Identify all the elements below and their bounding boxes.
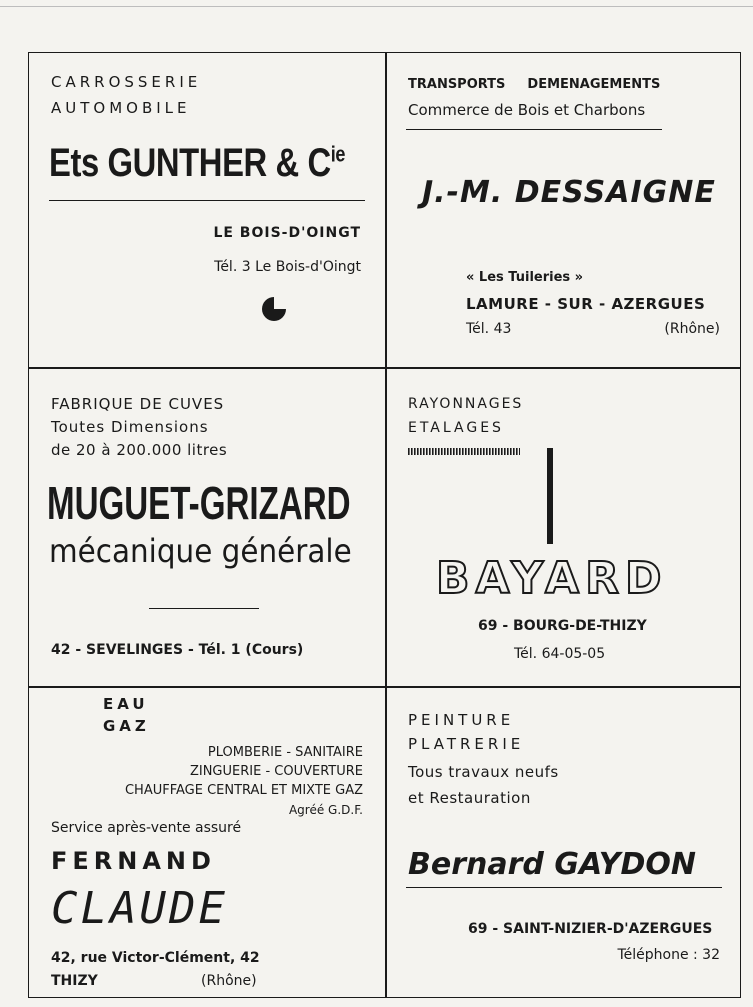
- ad2-rule: [406, 129, 662, 130]
- ad5-first-name: FERNAND: [51, 847, 216, 875]
- ad4-line2: ETALAGES: [408, 420, 504, 436]
- ad4-phone: Tél. 64-05-05: [514, 646, 606, 662]
- ad6-phone: Téléphone : 32: [617, 947, 720, 963]
- advert-gaydon: [386, 687, 742, 999]
- ad5-address: 42, rue Victor-Clément, 42: [51, 950, 260, 966]
- ad2-line1: TRANSPORTS DEMENAGEMENTS: [408, 77, 661, 92]
- ad2-place: « Les Tuileries »: [466, 270, 584, 285]
- ad1-line1: CARROSSERIE: [51, 73, 202, 91]
- ad1-company-name: Ets GUNTHER & $C^{ie}$: [49, 141, 346, 185]
- ad3-line1: FABRIQUE DE CUVES: [51, 395, 225, 413]
- ad6-rule: [406, 887, 722, 888]
- ad5-line2: GAZ: [103, 717, 150, 735]
- ad3-address: 42 - SEVELINGES - Tél. 1 (Cours): [51, 642, 304, 658]
- advert-bayard: [386, 368, 742, 686]
- ad4-shelving-graphic: [408, 448, 558, 544]
- page-top-rule: [0, 6, 753, 7]
- ad2-line2: Commerce de Bois et Charbons: [408, 101, 646, 119]
- ad2-town: LAMURE - SUR - AZERGUES: [466, 295, 706, 313]
- ad2-name: J.-M. DESSAIGNE: [422, 175, 716, 210]
- ad4-line1: RAYONNAGES: [408, 396, 524, 412]
- advert-muguet-grizard: [29, 368, 385, 686]
- ad2-phone: Tél. 43: [466, 321, 512, 337]
- ad1-rule: [49, 200, 365, 201]
- ad1-town: LE BOIS-D'OINGT: [213, 225, 361, 241]
- ad5-last-name: CLAUDE: [51, 883, 228, 934]
- ad6-line2: PLATRERIE: [408, 735, 525, 753]
- ad6-town: 69 - SAINT-NIZIER-D'AZERGUES: [468, 921, 713, 937]
- ad1-logo-icon: [261, 296, 287, 322]
- advert-gunther: [29, 53, 385, 367]
- ad5-service-1: PLOMBERIE - SANITAIRE: [207, 745, 363, 760]
- ad5-region: (Rhône): [201, 973, 257, 989]
- ad5-line1: EAU: [103, 695, 149, 713]
- ad3-line3: de 20 à 200.000 litres: [51, 441, 228, 459]
- ad5-service-3: CHAUFFAGE CENTRAL ET MIXTE GAZ: [124, 783, 363, 798]
- ad3-line2: Toutes Dimensions: [51, 418, 209, 436]
- ad1-line2: AUTOMOBILE: [51, 99, 191, 117]
- ad5-approved: Agréé G.D.F.: [288, 803, 363, 817]
- ad1-phone: Tél. 3 Le Bois-d'Oingt: [214, 259, 361, 275]
- ad5-service-2: ZINGUERIE - COUVERTURE: [189, 764, 363, 779]
- ad6-name: Bernard GAYDON: [408, 847, 696, 882]
- ad6-line3: Tous travaux neufs: [408, 763, 559, 781]
- ad2-region: (Rhône): [664, 321, 720, 337]
- ad4-town: 69 - BOURG-DE-THIZY: [478, 618, 647, 634]
- ad3-activity: mécanique générale: [49, 532, 352, 570]
- ad4-brand: BAYARD: [436, 553, 668, 604]
- ad5-after-sales: Service après-vente assuré: [51, 820, 242, 836]
- advert-fernand-claude: [29, 687, 385, 999]
- ad6-line1: PEINTURE: [408, 711, 515, 729]
- ad3-company-name: MUGUET-GRIZARD: [47, 477, 351, 529]
- advert-page-grid: [28, 52, 741, 998]
- advert-dessaigne: [386, 53, 742, 367]
- ad3-rule: [149, 608, 259, 609]
- ad5-town: THIZY: [51, 973, 98, 989]
- ad6-line4: et Restauration: [408, 789, 531, 807]
